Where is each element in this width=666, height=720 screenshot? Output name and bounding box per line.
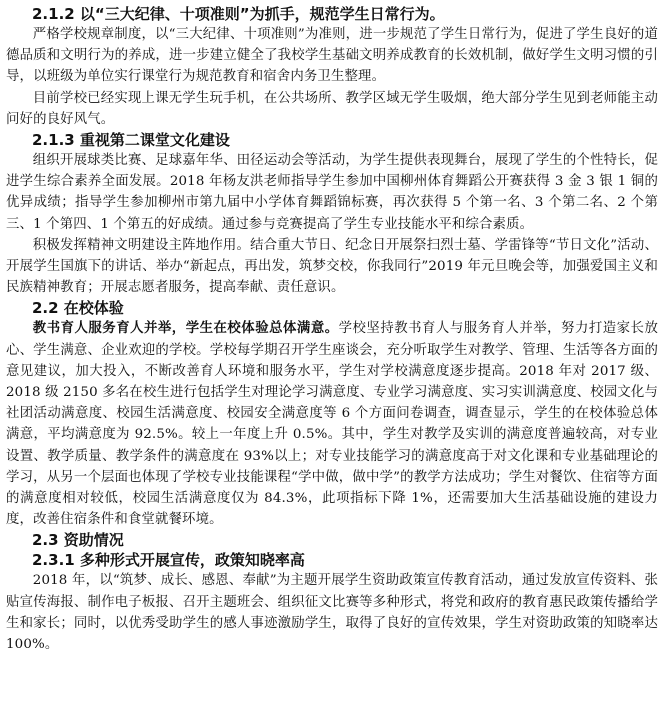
document-page (6, 4, 658, 655)
paragraph-body: 学校坚持教书育人与服务育人并举，努力打造家长放心、学生满意、企业欢迎的学校。学校每学期召开学生座谈会，充分听取学生对教学、管理、生活等各方面的意见建议，加大投入，不断改善育人环境和服务水平，学生对学校满意度逐步提高。2018 年对 2017 级、2018 级 2150 多名在校生进行包括学生对理论学习满意度、专业学习满意度、实习实训满意度、校园文化与社团活动满意度、校园生活满意度、校园安全满意度等 6 个方面问卷调查，调查显示，学生的在校体验总体满意，平均满意度为 92.5%。较上一年度上升 0.5%。其中，学生对教学及实训的满意度普遍较高，对专业设置、教学质量、教学条件的满意度在 93%以上；对专业技能学习的满意度高于对文化课和专业基础理论的学习，从另一个层面也体现了学校专业技能课程“学中做，做中学”的教学方法成功；学生对餐饮、住宿等方面的满意度相对较低，校园生活满意度仅为 84.3%，此项指标下降 1%，还需要加大生活基础设施的建设力度，改善住宿条件和食堂就餐环境。 (6, 321, 658, 528)
paragraph-spiritual-civilization: 积极发挥精神文明建设主阵地作用。结合重大节日、纪念日开展祭扫烈士墓、学雷锋等“节日文化”活动、开展学生国旗下的讲话、举办“新起点，再出发，筑梦交校，你我同行”2019 年元旦晚会等，加强爱国主义和民族精神教育；开展志愿者服务，提高奉献、责任意识。 (6, 237, 658, 296)
paragraph-funding-publicity: 2018 年，以“筑梦、成长、感恩、奉献”为主题开展学生资助政策宣传教育活动，通过发放宣传资料、张贴宣传海报、制作电子板报、召开主题班会、组织征文比赛等多种形式，将党和政府的教育惠民政策传播给学生和家长；同时，以优秀受助学生的感人事迹激励学生，取得了良好的宣传效果，学生对资助政策的知晓率达 100%。 (6, 573, 658, 653)
paragraph-campus-experience (6, 318, 658, 530)
paragraph-lead: 教书育人服务育人并举，学生在校体验总体满意。 (32, 321, 339, 337)
paragraph-activities: 组织开展球类比赛、足球嘉年华、田径运动会等活动，为学生提供表现舞台，展现了学生的个性特长，促进学生综合素养全面发展。2018 年杨友洪老师指导学生参加中国柳州体育舞蹈公开赛获得 3 金 3 银 1 铜的优异成绩；指导学生参加柳州市第九届中小学体育舞蹈锦标赛，再次获得 5 个第一名、3 个第二名、2 个第三、1 个第四、1 个第五的好成绩。通过参与竞赛提高了学生专业技能水平和综合素质。 (6, 153, 658, 232)
paragraph-rules: 严格学校规章制度，以“三大纪律、十项准则”为准则，进一步规范了学生日常行为，促进了学生良好的道德品质和文明行为的养成，进一步建立健全了我校学生基础文明养成教育的长效机制，做好学生文明习惯的引导，以班级为单位实行课堂行为规范教育和宿舍内务卫生整理。 (6, 27, 658, 85)
section-heading-2-1-2: 2.1.2 以“三大纪律、十项准则”为抓手，规范学生日常行为。 (32, 5, 445, 23)
section-heading-2-3-1: 2.3.1 多种形式开展宣传，政策知晓率高 (32, 551, 305, 570)
paragraph-campus-atmosphere: 目前学校已经实现上课无学生玩手机，在公共场所、教学区域无学生吸烟，绝大部分学生见到老师能主动问好的良好风气。 (6, 90, 658, 127)
section-heading-2-2: 2.2 在校体验 (32, 299, 124, 318)
section-heading-2-3: 2.3 资助情况 (32, 531, 124, 550)
section-heading-2-1-3: 2.1.3 重视第二课堂文化建设 (32, 131, 230, 150)
